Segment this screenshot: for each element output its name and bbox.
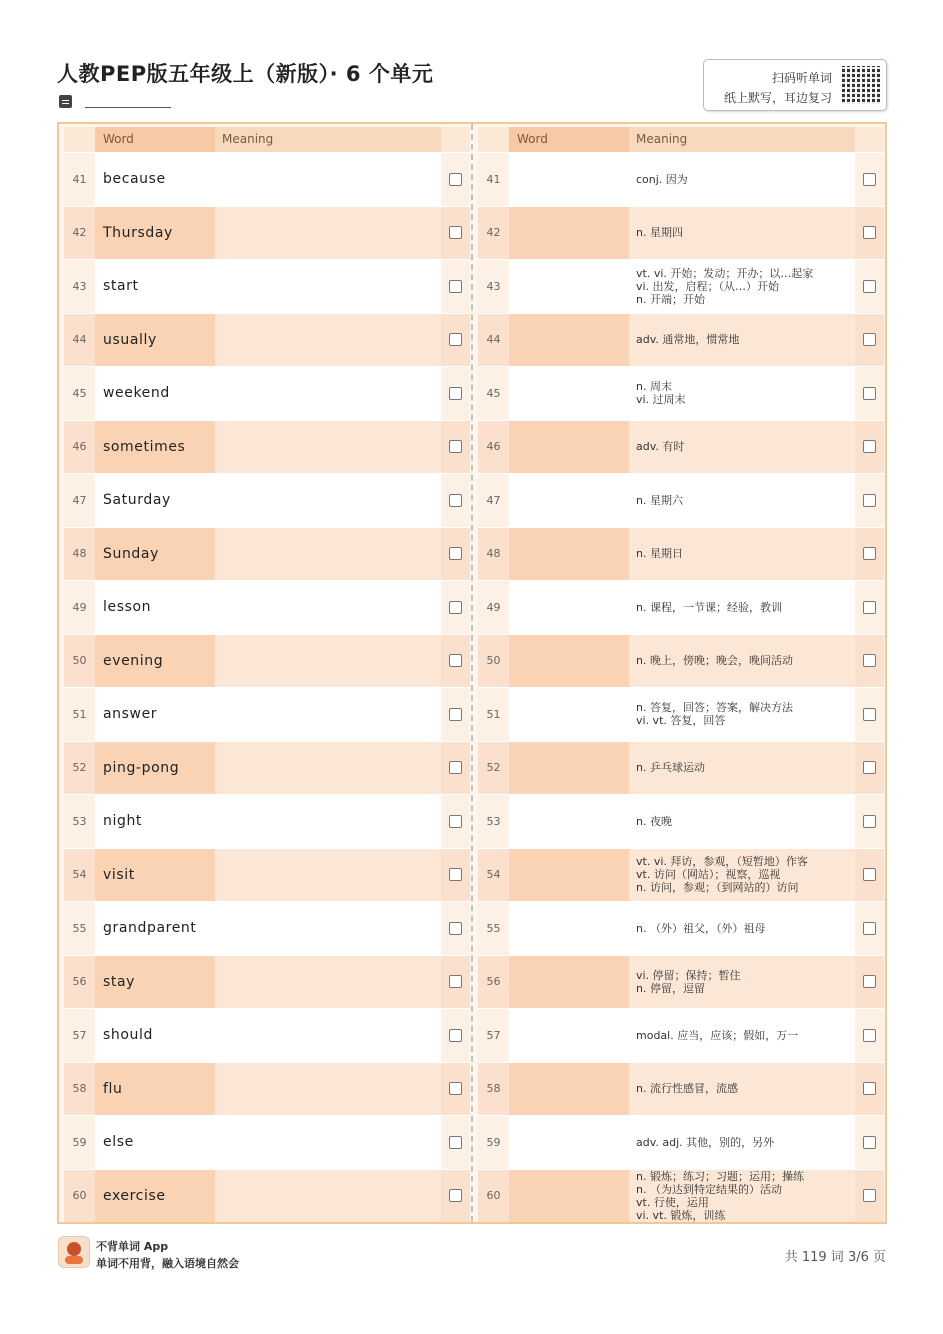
table-row	[64, 473, 470, 527]
row-number: 59	[478, 1116, 509, 1169]
meaning-cell[interactable]	[215, 474, 441, 527]
checkbox-icon[interactable]	[863, 654, 876, 667]
meaning-cell: adv. 通常地，惯常地	[629, 314, 855, 367]
word-cell: usually	[95, 314, 215, 367]
check-cell	[441, 635, 470, 688]
header-meaning: Meaning	[215, 127, 441, 152]
checkbox-icon[interactable]	[863, 173, 876, 186]
word-cell: start	[95, 260, 215, 313]
row-number: 45	[478, 367, 509, 420]
table-row	[478, 1169, 884, 1223]
checkbox-icon[interactable]	[449, 387, 462, 400]
table-row	[64, 901, 470, 955]
check-cell	[855, 1170, 884, 1223]
word-cell[interactable]	[509, 1009, 629, 1062]
check-cell	[441, 1009, 470, 1062]
row-number: 46	[64, 421, 95, 474]
table-row	[478, 901, 884, 955]
qr-promo-box[interactable]	[703, 59, 887, 111]
table-row	[64, 741, 470, 795]
meaning-cell[interactable]	[215, 795, 441, 848]
meaning-cell[interactable]	[215, 902, 441, 955]
check-cell	[441, 742, 470, 795]
checkbox-icon[interactable]	[449, 1082, 462, 1095]
meaning-cell: vt. vi. 开始；发动；开办；以…起家 vi. 出发，启程；（从…）开始 n. 开端；开始	[629, 260, 855, 313]
check-cell	[855, 314, 884, 367]
word-cell[interactable]	[509, 849, 629, 902]
checkbox-icon[interactable]	[449, 226, 462, 239]
checkbox-icon[interactable]	[449, 601, 462, 614]
table-row	[64, 1169, 470, 1223]
meaning-cell[interactable]	[215, 849, 441, 902]
table-row	[478, 794, 884, 848]
row-number: 58	[478, 1063, 509, 1116]
row-number: 45	[64, 367, 95, 420]
checkbox-icon[interactable]	[449, 708, 462, 721]
meaning-cell[interactable]	[215, 688, 441, 741]
check-cell	[855, 956, 884, 1009]
row-number: 47	[478, 474, 509, 527]
row-number: 60	[64, 1170, 95, 1223]
footer-page-info: 共 119 词 3/6 页	[784, 1250, 886, 1265]
table-row	[478, 580, 884, 634]
checkbox-icon[interactable]	[449, 1189, 462, 1202]
word-cell[interactable]	[509, 1170, 629, 1223]
header-word: Word	[509, 127, 629, 152]
checkbox-icon[interactable]	[863, 708, 876, 721]
row-number: 42	[64, 207, 95, 260]
word-cell[interactable]	[509, 581, 629, 634]
meaning-cell: adv. 有时	[629, 421, 855, 474]
check-cell	[855, 849, 884, 902]
header-word: Word	[95, 127, 215, 152]
qr-promo-line1: 扫码听单词	[771, 71, 832, 85]
checkbox-icon[interactable]	[449, 815, 462, 828]
meaning-cell[interactable]	[215, 581, 441, 634]
meaning-cell[interactable]	[215, 635, 441, 688]
check-cell	[441, 849, 470, 902]
checkbox-icon[interactable]	[449, 761, 462, 774]
row-number: 42	[478, 207, 509, 260]
word-cell[interactable]	[509, 1063, 629, 1116]
word-cell: night	[95, 795, 215, 848]
header-meaning: Meaning	[629, 127, 855, 152]
word-cell: answer	[95, 688, 215, 741]
row-number: 58	[64, 1063, 95, 1116]
meaning-cell[interactable]	[215, 1063, 441, 1116]
checkbox-icon[interactable]	[449, 547, 462, 560]
check-cell	[441, 1170, 470, 1223]
row-number: 53	[478, 795, 509, 848]
row-number: 55	[64, 902, 95, 955]
row-number: 56	[478, 956, 509, 1009]
table-row	[64, 955, 470, 1009]
meaning-cell[interactable]	[215, 421, 441, 474]
meaning-panel	[478, 127, 884, 1222]
word-cell[interactable]	[509, 260, 629, 313]
word-cell: exercise	[95, 1170, 215, 1223]
row-number: 49	[478, 581, 509, 634]
row-number: 57	[478, 1009, 509, 1062]
footer-slogan: 单词不用背，融入语境自然会	[96, 1257, 239, 1270]
checkbox-icon[interactable]	[863, 494, 876, 507]
row-number: 60	[478, 1170, 509, 1223]
header-num	[478, 127, 509, 152]
check-cell	[441, 1063, 470, 1116]
check-cell	[855, 367, 884, 420]
word-cell[interactable]	[509, 314, 629, 367]
row-number: 59	[64, 1116, 95, 1169]
check-cell	[441, 795, 470, 848]
check-cell	[441, 474, 470, 527]
meaning-cell[interactable]	[215, 742, 441, 795]
checkbox-icon[interactable]	[863, 440, 876, 453]
word-cell[interactable]	[509, 474, 629, 527]
checkbox-icon[interactable]	[863, 1082, 876, 1095]
checkbox-icon[interactable]	[863, 1189, 876, 1202]
check-cell	[855, 1063, 884, 1116]
word-cell: Saturday	[95, 474, 215, 527]
check-cell	[441, 1116, 470, 1169]
table-row	[64, 1115, 470, 1169]
checkbox-icon[interactable]	[449, 1136, 462, 1149]
table-row	[478, 420, 884, 474]
checkbox-icon[interactable]	[863, 226, 876, 239]
check-cell	[441, 367, 470, 420]
word-cell[interactable]	[509, 795, 629, 848]
table-row	[478, 366, 884, 420]
meaning-cell: vi. 停留；保持；暂住 n. 停留，逗留	[629, 956, 855, 1009]
meaning-cell: n. 流行性感冒，流感	[629, 1063, 855, 1116]
meaning-cell: n. 周末 vi. 过周末	[629, 367, 855, 420]
table-row	[478, 1008, 884, 1062]
table-row	[64, 420, 470, 474]
meaning-cell: modal. 应当，应该；假如，万一	[629, 1009, 855, 1062]
meaning-cell: n. 课程，一节课；经验，教训	[629, 581, 855, 634]
meaning-cell: conj. 因为	[629, 153, 855, 206]
word-cell[interactable]	[509, 153, 629, 206]
meaning-cell: n. 晚上，傍晚；晚会，晚间活动	[629, 635, 855, 688]
meaning-cell[interactable]	[215, 314, 441, 367]
table-row	[64, 152, 470, 206]
qr-code[interactable]	[842, 66, 880, 104]
table-header	[64, 127, 470, 152]
meaning-cell[interactable]	[215, 1009, 441, 1062]
word-cell: else	[95, 1116, 215, 1169]
row-number: 43	[478, 260, 509, 313]
name-blank-line[interactable]	[85, 107, 171, 108]
row-number: 56	[64, 956, 95, 1009]
table-row	[64, 1062, 470, 1116]
word-cell: grandparent	[95, 902, 215, 955]
check-cell	[441, 207, 470, 260]
check-cell	[855, 1116, 884, 1169]
row-number: 50	[64, 635, 95, 688]
word-cell[interactable]	[509, 367, 629, 420]
row-number: 44	[478, 314, 509, 367]
table-row	[478, 206, 884, 260]
check-cell	[441, 956, 470, 1009]
checkbox-icon[interactable]	[863, 280, 876, 293]
row-number: 41	[478, 153, 509, 206]
check-cell	[855, 421, 884, 474]
word-list	[64, 152, 470, 1222]
meaning-cell: n. （外）祖父，（外）祖母	[629, 902, 855, 955]
row-number: 57	[64, 1009, 95, 1062]
checkbox-icon[interactable]	[863, 975, 876, 988]
word-cell: Sunday	[95, 528, 215, 581]
check-cell	[441, 153, 470, 206]
word-cell[interactable]	[509, 956, 629, 1009]
checkbox-icon[interactable]	[863, 601, 876, 614]
table-row	[478, 634, 884, 688]
meaning-cell: vt. vi. 拜访，参观，（短暂地）作客 vt. 访问（网站）；视察，巡视 n. 访问，参观；（到网站的）访问	[629, 849, 855, 902]
meaning-cell[interactable]	[215, 260, 441, 313]
page-title: 人教PEP版五年级上（新版）· 6 个单元	[57, 62, 434, 86]
header-check	[855, 127, 884, 152]
row-number: 54	[64, 849, 95, 902]
row-number: 48	[64, 528, 95, 581]
table-row	[478, 848, 884, 902]
check-cell	[441, 581, 470, 634]
table-row	[64, 687, 470, 741]
checkbox-icon[interactable]	[449, 654, 462, 667]
checkbox-icon[interactable]	[449, 173, 462, 186]
table-row	[478, 473, 884, 527]
check-cell	[441, 260, 470, 313]
word-cell: ping-pong	[95, 742, 215, 795]
footer-app-name: 不背单词 App	[96, 1240, 169, 1253]
check-cell	[855, 1009, 884, 1062]
checkbox-icon[interactable]	[449, 494, 462, 507]
meaning-cell: n. 答复，回答；答案，解决方法 vi. vt. 答复，回答	[629, 688, 855, 741]
qr-promo-line2: 纸上默写，耳边复习	[723, 91, 832, 105]
check-cell	[441, 902, 470, 955]
check-cell	[855, 260, 884, 313]
word-cell[interactable]	[509, 742, 629, 795]
table-row	[64, 1008, 470, 1062]
checkbox-icon[interactable]	[449, 922, 462, 935]
meaning-cell[interactable]	[215, 528, 441, 581]
calendar-icon	[59, 95, 72, 108]
word-cell: lesson	[95, 581, 215, 634]
table-row	[478, 1115, 884, 1169]
checkbox-icon[interactable]	[863, 547, 876, 560]
row-number: 55	[478, 902, 509, 955]
checkbox-icon[interactable]	[863, 868, 876, 881]
table-row	[64, 634, 470, 688]
row-number: 46	[478, 421, 509, 474]
table-row	[64, 527, 470, 581]
checkbox-icon[interactable]	[449, 440, 462, 453]
table-row	[64, 848, 470, 902]
meaning-cell: n. 星期六	[629, 474, 855, 527]
check-cell	[855, 153, 884, 206]
word-cell: visit	[95, 849, 215, 902]
row-number: 47	[64, 474, 95, 527]
checkbox-icon[interactable]	[449, 333, 462, 346]
checkbox-icon[interactable]	[863, 815, 876, 828]
check-cell	[855, 688, 884, 741]
table-row	[64, 580, 470, 634]
checkbox-icon[interactable]	[449, 868, 462, 881]
check-cell	[441, 314, 470, 367]
check-cell	[441, 421, 470, 474]
table-row	[64, 313, 470, 367]
word-cell: flu	[95, 1063, 215, 1116]
check-cell	[855, 635, 884, 688]
row-number: 52	[478, 742, 509, 795]
check-cell	[855, 795, 884, 848]
table-row	[478, 527, 884, 581]
meaning-cell: n. 乒乓球运动	[629, 742, 855, 795]
check-cell	[441, 688, 470, 741]
app-logo	[58, 1236, 90, 1268]
check-cell	[855, 528, 884, 581]
row-number: 43	[64, 260, 95, 313]
word-cell[interactable]	[509, 207, 629, 260]
word-cell[interactable]	[509, 902, 629, 955]
check-cell	[855, 207, 884, 260]
row-number: 51	[478, 688, 509, 741]
table-row	[64, 794, 470, 848]
word-cell: should	[95, 1009, 215, 1062]
table-header	[478, 127, 884, 152]
table-row	[478, 1062, 884, 1116]
table-row	[64, 259, 470, 313]
row-number: 53	[64, 795, 95, 848]
table-row	[64, 366, 470, 420]
column-divider	[471, 124, 473, 1222]
meaning-cell: n. 锻炼；练习；习题；运用；操练 n. （为达到特定结果的）活动 vt. 行使，运用 vi. vt. 锻炼，训练	[629, 1170, 855, 1223]
row-number: 44	[64, 314, 95, 367]
header-check	[441, 127, 470, 152]
word-cell[interactable]	[509, 421, 629, 474]
table-row	[478, 741, 884, 795]
header-num	[64, 127, 95, 152]
word-cell: evening	[95, 635, 215, 688]
check-cell	[441, 528, 470, 581]
table-row	[478, 687, 884, 741]
table-row	[478, 313, 884, 367]
row-number: 48	[478, 528, 509, 581]
word-cell: sometimes	[95, 421, 215, 474]
row-number: 41	[64, 153, 95, 206]
word-cell: because	[95, 153, 215, 206]
table-row	[64, 206, 470, 260]
checkbox-icon[interactable]	[449, 975, 462, 988]
meaning-cell: n. 星期日	[629, 528, 855, 581]
table-row	[478, 259, 884, 313]
checkbox-icon[interactable]	[863, 387, 876, 400]
meaning-cell[interactable]	[215, 153, 441, 206]
row-number: 50	[478, 635, 509, 688]
word-cell: stay	[95, 956, 215, 1009]
meaning-cell: n. 夜晚	[629, 795, 855, 848]
checkbox-icon[interactable]	[863, 922, 876, 935]
table-row	[478, 152, 884, 206]
checkbox-icon[interactable]	[449, 1029, 462, 1042]
check-cell	[855, 902, 884, 955]
word-cell[interactable]	[509, 528, 629, 581]
meaning-cell: n. 星期四	[629, 207, 855, 260]
check-cell	[855, 742, 884, 795]
checkbox-icon[interactable]	[863, 761, 876, 774]
meaning-cell[interactable]	[215, 1116, 441, 1169]
word-panel	[64, 127, 470, 1222]
row-number: 51	[64, 688, 95, 741]
meaning-list	[478, 152, 884, 1222]
word-table-frame	[57, 122, 887, 1224]
checkbox-icon[interactable]	[863, 333, 876, 346]
meaning-cell[interactable]	[215, 1170, 441, 1223]
check-cell	[855, 474, 884, 527]
word-cell[interactable]	[509, 1116, 629, 1169]
row-number: 52	[64, 742, 95, 795]
table-row	[478, 955, 884, 1009]
meaning-cell[interactable]	[215, 207, 441, 260]
word-cell: weekend	[95, 367, 215, 420]
word-cell[interactable]	[509, 688, 629, 741]
row-number: 49	[64, 581, 95, 634]
checkbox-icon[interactable]	[863, 1029, 876, 1042]
meaning-cell[interactable]	[215, 956, 441, 1009]
checkbox-icon[interactable]	[863, 1136, 876, 1149]
word-cell: Thursday	[95, 207, 215, 260]
meaning-cell[interactable]	[215, 367, 441, 420]
row-number: 54	[478, 849, 509, 902]
checkbox-icon[interactable]	[449, 280, 462, 293]
word-cell[interactable]	[509, 635, 629, 688]
check-cell	[855, 581, 884, 634]
meaning-cell: adv. adj. 其他，别的，另外	[629, 1116, 855, 1169]
